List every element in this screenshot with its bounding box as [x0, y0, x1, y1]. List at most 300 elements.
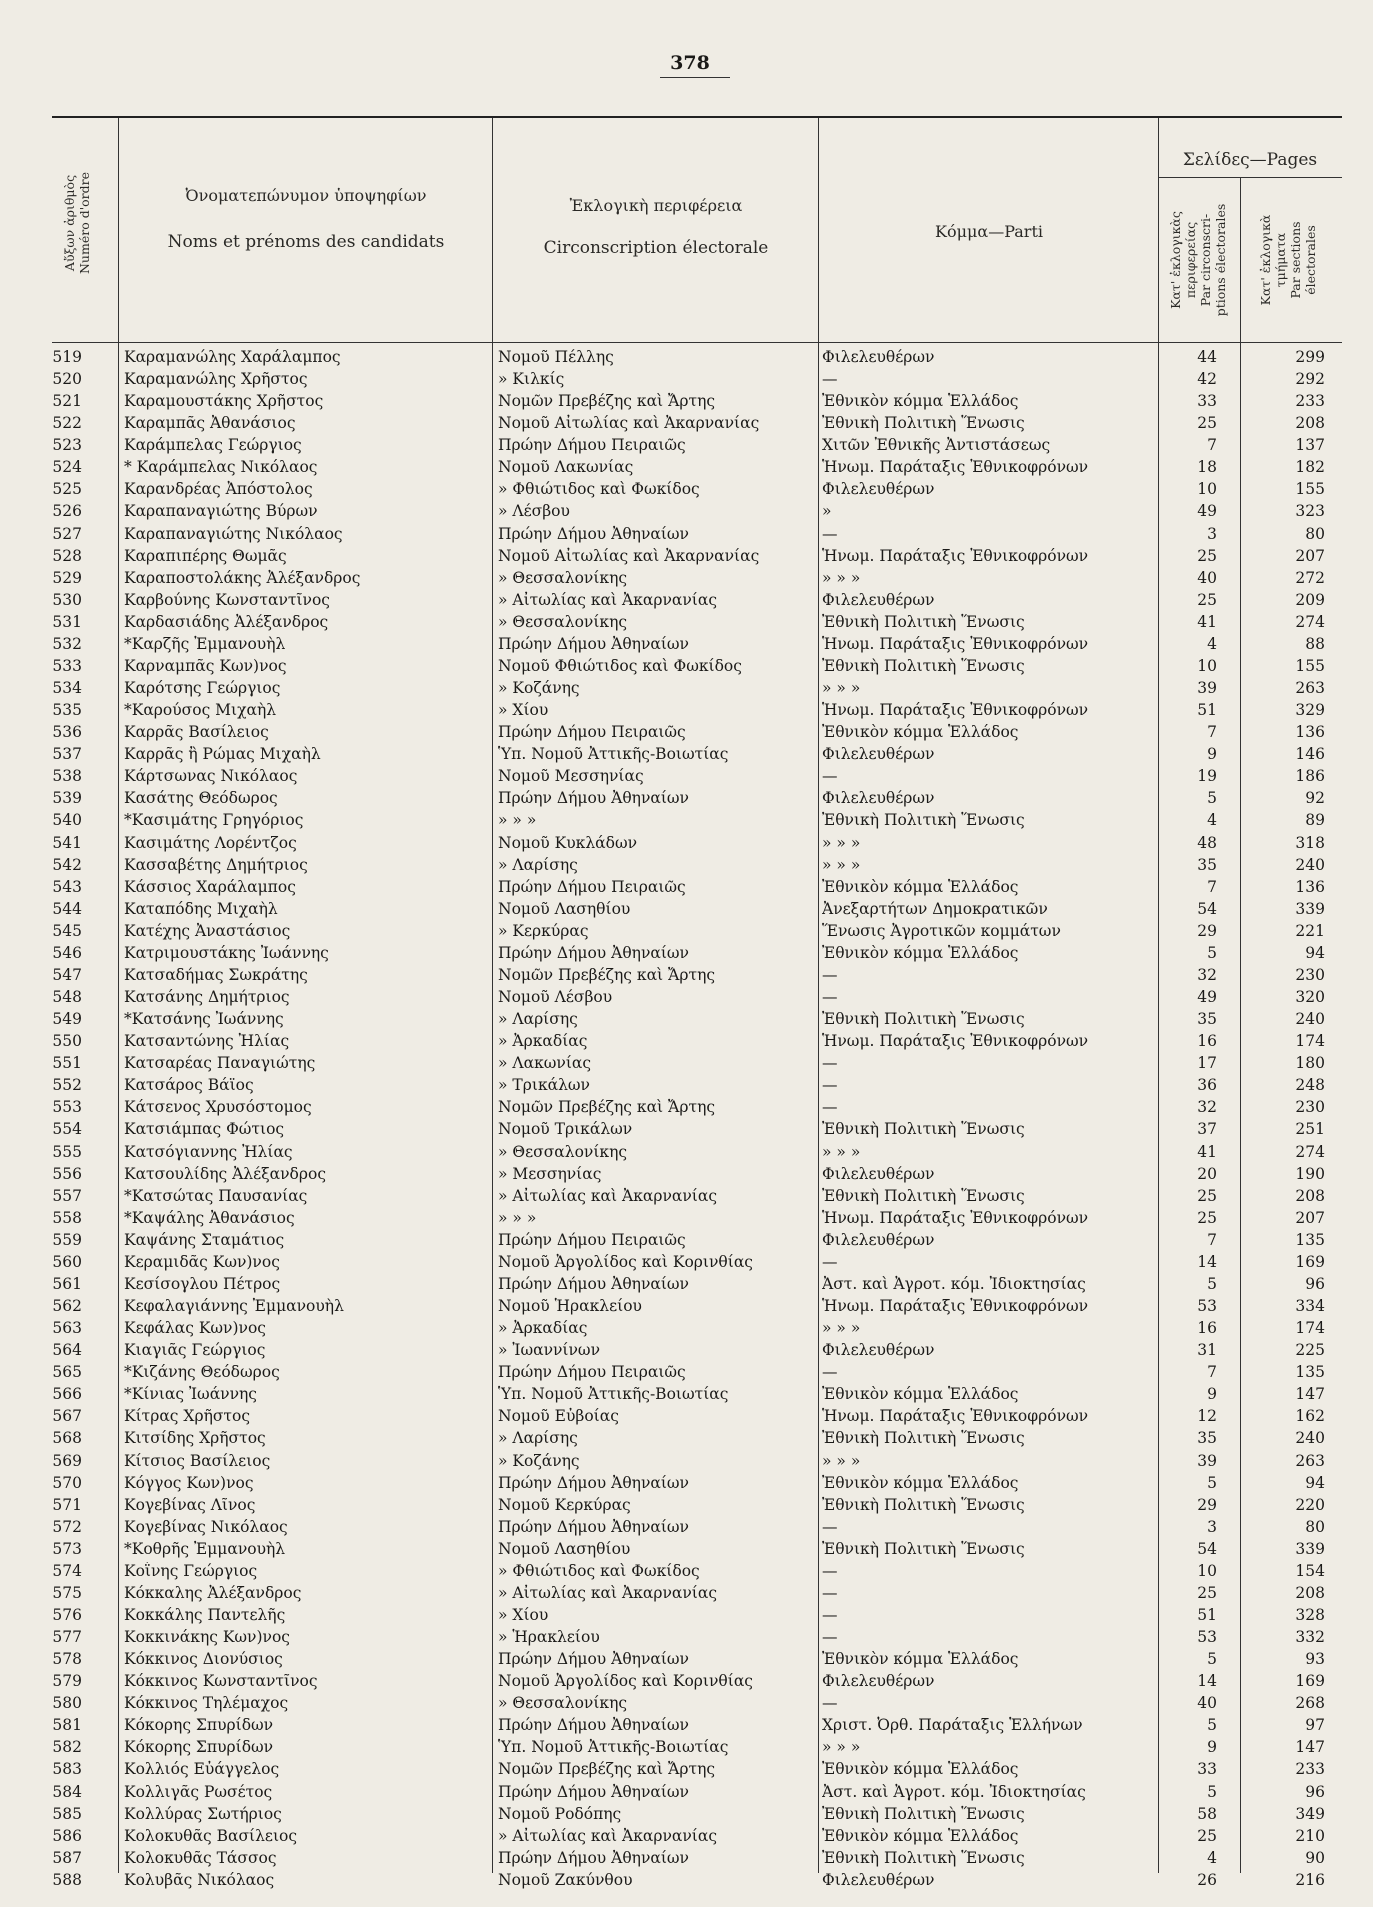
page-by-circ: 9 [1207, 745, 1217, 764]
candidate-name: * Καράμπελας Νικόλαος [124, 458, 318, 477]
page-by-section: 154 [1295, 1561, 1325, 1580]
electoral-circumscription: Νομοῦ Ἡρακλείου [498, 1297, 642, 1315]
page-by-section: 169 [1295, 1252, 1325, 1271]
candidate-name: Κατέχης Ἀναστάσιος [124, 921, 291, 940]
row-number: 575 [52, 1583, 82, 1602]
page-by-circ: 29 [1197, 1495, 1217, 1514]
electoral-circumscription: Νομῶν Πρεβέζης καὶ Ἄρτης [498, 392, 716, 411]
page-by-circ: 5 [1207, 1473, 1217, 1492]
row-number: 560 [52, 1252, 82, 1271]
row-number: 581 [52, 1716, 82, 1735]
party: Φιλελευθέρων [822, 789, 935, 808]
header-name-gr: Ὀνοματεπώνυμον ὑποψηφίων [185, 186, 427, 205]
page-by-section: 136 [1295, 877, 1325, 896]
candidate-name: Κόγγος Κων)νος [124, 1473, 254, 1492]
page-by-section: 292 [1295, 370, 1325, 389]
party: Ἡνωμ. Παράταξις Ἐθνικοφρόνων [822, 1208, 1089, 1227]
page-by-section: 248 [1295, 1076, 1325, 1095]
page-by-section: 209 [1295, 590, 1325, 609]
candidate-name: Κοκκάλης Παντελῆς [124, 1605, 286, 1624]
row-number: 531 [52, 612, 82, 631]
page-by-circ: 53 [1197, 1628, 1217, 1647]
page-by-section: 268 [1295, 1694, 1325, 1713]
table-row [52, 1825, 1342, 1847]
candidate-name: Καρρᾶς ἢ Ρώμας Μιχαὴλ [124, 745, 321, 764]
party: Ἐθνικὸν κόμμα Ἑλλάδος [822, 1473, 1019, 1492]
table-row [52, 721, 1342, 743]
pages-header-rule [1158, 177, 1342, 178]
party: — [822, 1363, 838, 1382]
party: Ἡνωμ. Παράταξις Ἐθνικοφρόνων [822, 1032, 1089, 1051]
page-by-circ: 35 [1197, 1429, 1217, 1448]
electoral-circumscription: Πρώην Δήμου Πειραιῶς [498, 877, 686, 896]
table-row [52, 456, 1342, 478]
header-number-column: Αὔξων ἀριθμὸς Numéro d'ordre [62, 171, 92, 275]
row-number: 544 [52, 899, 82, 918]
party: Ἐθνικὸν κόμμα Ἑλλάδος [822, 1650, 1019, 1669]
table-row [52, 589, 1342, 611]
electoral-circumscription: » Λαρίσης [498, 855, 578, 874]
candidate-name: Καραπαναγιώτης Νικόλαος [124, 524, 343, 543]
party: Ἐθνικὴ Πολιτικὴ Ἕνωσις [822, 612, 1025, 631]
electoral-circumscription: » Θεσσαλονίκης [498, 1694, 628, 1713]
page-by-circ: 7 [1207, 877, 1217, 896]
page-by-section: 240 [1295, 1010, 1325, 1029]
page-by-section: 318 [1295, 833, 1325, 852]
table-row [52, 1295, 1342, 1317]
party: Φιλελευθέρων [822, 745, 935, 764]
page-by-circ: 4 [1207, 1848, 1217, 1867]
page-by-section: 328 [1295, 1605, 1325, 1624]
candidate-name: Κολλιγᾶς Ρωσέτος [124, 1782, 273, 1801]
page-by-section: 169 [1295, 1672, 1325, 1691]
page-by-section: 180 [1295, 1054, 1325, 1073]
candidate-name: Κολοκυθᾶς Βασίλειος [124, 1826, 298, 1845]
electoral-circumscription: Νομοῦ Λασηθίου [498, 1539, 631, 1558]
party: Ἐθνικὴ Πολιτικὴ Ἕνωσις [822, 1120, 1025, 1139]
header-party: Κόμμα—Parti [935, 222, 1043, 241]
page-by-section: 207 [1295, 1208, 1325, 1227]
page-by-circ: 19 [1197, 767, 1217, 786]
party: Ἐθνικὴ Πολιτικὴ Ἕνωσις [822, 414, 1025, 433]
header-pages: Σελίδες—Pages [1182, 150, 1318, 170]
party: Ἐθνικὸν κόμμα Ἑλλάδος [822, 877, 1019, 896]
electoral-circumscription: » Θεσσαλονίκης [498, 568, 628, 587]
candidate-name: Κάτσενος Χρυσόστομος [124, 1098, 312, 1117]
page-by-section: 162 [1295, 1407, 1325, 1426]
table-row [52, 1494, 1342, 1516]
page-by-circ: 10 [1197, 656, 1217, 675]
table-row [52, 854, 1342, 876]
table-top-rule [52, 116, 1342, 118]
candidate-name: Καρρᾶς Βασίλειος [124, 723, 269, 742]
page-by-section: 320 [1295, 988, 1325, 1007]
table-row [52, 1648, 1342, 1670]
candidate-name: Κόκκινος Διονύσιος [124, 1650, 283, 1669]
row-number: 556 [52, 1164, 82, 1183]
page-by-section: 155 [1295, 480, 1325, 499]
candidate-name: Κεφαλαγιάννης Ἐμμανουὴλ [124, 1297, 344, 1315]
candidate-name: Κεσίσογλου Πέτρος [124, 1274, 281, 1293]
candidate-name: *Κατσάνης Ἰωάννης [124, 1010, 284, 1029]
party: » » » [822, 855, 861, 874]
table-row [52, 1229, 1342, 1251]
electoral-circumscription: » Χίου [498, 1605, 549, 1624]
party: Ἡνωμ. Παράταξις Ἐθνικοφρόνων [822, 546, 1089, 565]
party: — [822, 1054, 838, 1073]
candidate-name: Κατσαρέας Παναγιώτης [124, 1054, 316, 1073]
row-number: 536 [52, 723, 82, 742]
table-row [52, 1074, 1342, 1096]
page-by-section: 339 [1295, 899, 1325, 918]
page-by-circ: 37 [1197, 1120, 1217, 1139]
table-row [52, 1185, 1342, 1207]
page-by-section: 323 [1295, 502, 1325, 521]
page-by-circ: 25 [1197, 1583, 1217, 1602]
electoral-circumscription: Πρώην Δήμου Ἀθηναίων [498, 1473, 689, 1492]
electoral-circumscription: » Ἰωαννίνων [498, 1341, 600, 1360]
table-row [52, 1670, 1342, 1692]
party: Ἡνωμ. Παράταξις Ἐθνικοφρόνων [822, 1297, 1089, 1315]
table-row [52, 1207, 1342, 1229]
candidate-name: *Καψάλης Ἀθανάσιος [124, 1208, 295, 1227]
page-by-circ: 49 [1197, 502, 1217, 521]
page-by-circ: 17 [1197, 1054, 1217, 1073]
page-by-section: 174 [1295, 1032, 1325, 1051]
table-row [52, 1604, 1342, 1626]
candidate-name: Κοΐνης Γεώργιος [124, 1561, 258, 1580]
table-row [52, 677, 1342, 699]
table-row [52, 611, 1342, 633]
row-number: 573 [52, 1539, 82, 1558]
electoral-circumscription: Πρώην Δήμου Ἀθηναίων [498, 1848, 689, 1867]
table-row [52, 1714, 1342, 1736]
party: Ἐθνικὸν κόμμα Ἑλλάδος [822, 1826, 1019, 1845]
electoral-circumscription: Ὑπ. Νομοῦ Ἀττικῆς-Βοιωτίας [498, 745, 729, 764]
row-number: 568 [52, 1429, 82, 1448]
page-by-section: 220 [1295, 1495, 1325, 1514]
row-number: 533 [52, 656, 82, 675]
page-by-circ: 14 [1197, 1252, 1217, 1271]
candidate-name: Κόκορης Σπυρίδων [124, 1738, 274, 1757]
party: Φιλελευθέρων [822, 348, 935, 366]
page-number-underline [660, 77, 730, 78]
row-number: 525 [52, 480, 82, 499]
page-by-circ: 7 [1207, 723, 1217, 742]
page-by-section: 332 [1295, 1628, 1325, 1647]
party: » » » [822, 1451, 861, 1470]
row-number: 566 [52, 1385, 82, 1404]
page-by-circ: 25 [1197, 590, 1217, 609]
page-by-circ: 4 [1207, 811, 1217, 830]
electoral-circumscription: Πρώην Δήμου Πειραιῶς [498, 723, 686, 742]
party: — [822, 370, 838, 389]
page-by-circ: 40 [1197, 1694, 1217, 1713]
page-by-circ: 51 [1197, 1605, 1217, 1624]
candidate-name: Καρβούνης Κωνσταντῖνος [124, 590, 330, 609]
party: Ἐθνικὸν κόμμα Ἑλλάδος [822, 943, 1019, 962]
page-by-section: 233 [1295, 392, 1325, 411]
party: Φιλελευθέρων [822, 1870, 935, 1889]
row-number: 554 [52, 1120, 82, 1139]
party: Ἐθνικὴ Πολιτικὴ Ἕνωσις [822, 1539, 1025, 1558]
table-row [52, 1803, 1342, 1825]
candidate-name: Κίτσιος Βασίλειος [124, 1451, 271, 1470]
candidate-name: Κεραμιδᾶς Κων)νος [124, 1252, 280, 1271]
party: Ἡνωμ. Παράταξις Ἐθνικοφρόνων [822, 701, 1089, 720]
row-number: 580 [52, 1694, 82, 1713]
page-by-circ: 33 [1197, 392, 1217, 411]
table-row [52, 1472, 1342, 1494]
table-row [52, 1427, 1342, 1449]
row-number: 550 [52, 1032, 82, 1051]
table-row [52, 390, 1342, 412]
table-row [52, 1118, 1342, 1140]
electoral-circumscription: » Λαρίσης [498, 1429, 578, 1448]
table-row [52, 1317, 1342, 1339]
page-by-section: 146 [1295, 745, 1325, 764]
candidate-name: Κάρτσωνας Νικόλαος [124, 767, 298, 786]
page-by-section: 263 [1295, 1451, 1325, 1470]
row-number: 559 [52, 1230, 82, 1249]
row-number: 557 [52, 1186, 82, 1205]
page-by-section: 230 [1295, 1098, 1325, 1117]
electoral-circumscription: Νομοῦ Αἰτωλίας καὶ Ἀκαρνανίας [498, 414, 760, 433]
table-row [52, 1626, 1342, 1648]
party: » » » [822, 833, 861, 852]
party: — [822, 1561, 838, 1580]
candidate-name: Κατσαδήμας Σωκράτης [124, 965, 308, 984]
row-number: 549 [52, 1010, 82, 1029]
electoral-circumscription: Πρώην Δήμου Ἀθηναίων [498, 524, 689, 543]
page-by-section: 299 [1295, 348, 1325, 366]
row-number: 585 [52, 1804, 82, 1823]
page-by-circ: 5 [1207, 943, 1217, 962]
page-by-circ: 25 [1197, 414, 1217, 433]
header-pages-by-section: Κατ' ἐκλογικὰ τμήματα Par sections électorales [1258, 214, 1318, 306]
page-by-circ: 5 [1207, 1650, 1217, 1669]
party: Ἐθνικὴ Πολιτικὴ Ἕνωσις [822, 811, 1025, 830]
electoral-circumscription: » Τρικάλων [498, 1076, 590, 1095]
row-number: 587 [52, 1848, 82, 1867]
table-row [52, 346, 1342, 368]
row-number: 564 [52, 1341, 82, 1360]
row-number: 586 [52, 1826, 82, 1845]
page-by-circ: 32 [1197, 965, 1217, 984]
electoral-circumscription: » Χίου [498, 701, 549, 720]
candidate-name: Κασάτης Θεόδωρος [124, 789, 278, 808]
table-row [52, 1273, 1342, 1295]
table-row [52, 1758, 1342, 1780]
table-row [52, 787, 1342, 809]
page-by-circ: 3 [1207, 524, 1217, 543]
page-by-section: 147 [1295, 1738, 1325, 1757]
row-number: 530 [52, 590, 82, 609]
row-number: 569 [52, 1451, 82, 1470]
page-by-section: 80 [1305, 1517, 1325, 1536]
electoral-circumscription: Νομοῦ Ἀργολίδος καὶ Κορινθίας [498, 1252, 753, 1271]
page-by-section: 225 [1295, 1341, 1325, 1360]
candidate-name: Καραμανώλης Χαράλαμπος [124, 348, 341, 366]
electoral-circumscription: » Αἰτωλίας καὶ Ἀκαρνανίας [498, 1583, 718, 1602]
electoral-circumscription: Νομοῦ Εὐβοίας [498, 1407, 619, 1426]
row-number: 552 [52, 1076, 82, 1095]
page-by-circ: 35 [1197, 855, 1217, 874]
candidate-name: Κολυβᾶς Νικόλαος [124, 1870, 275, 1889]
page-by-circ: 26 [1197, 1870, 1217, 1889]
candidate-name: Κόκκαλης Ἀλέξανδρος [124, 1583, 302, 1602]
table-row [52, 1052, 1342, 1074]
page-by-circ: 39 [1197, 679, 1217, 698]
page-by-circ: 9 [1207, 1385, 1217, 1404]
table-row [52, 1008, 1342, 1030]
page-by-section: 207 [1295, 546, 1325, 565]
row-number: 527 [52, 524, 82, 543]
page-by-section: 89 [1305, 811, 1325, 830]
candidate-name: Κόκκινος Κωνσταντῖνος [124, 1672, 318, 1691]
table-row [52, 655, 1342, 677]
page-by-section: 230 [1295, 965, 1325, 984]
page-by-section: 96 [1305, 1782, 1325, 1801]
electoral-circumscription: Νομοῦ Αἰτωλίας καὶ Ἀκαρνανίας [498, 546, 760, 565]
row-number: 562 [52, 1297, 82, 1315]
electoral-circumscription: » Μεσσηνίας [498, 1164, 602, 1183]
electoral-circumscription: Νομῶν Πρεβέζης καὶ Ἄρτης [498, 965, 716, 984]
table-row [52, 523, 1342, 545]
table-row [52, 1736, 1342, 1758]
party: Ἐθνικὸν κόμμα Ἑλλάδος [822, 1760, 1019, 1779]
electoral-circumscription: » Ἀρκαδίας [498, 1032, 588, 1051]
page-by-circ: 32 [1197, 1098, 1217, 1117]
electoral-circumscription: » Κιλκίς [498, 370, 565, 389]
party: — [822, 1583, 838, 1602]
electoral-circumscription: Νομοῦ Ζακύνθου [498, 1870, 633, 1889]
table-row [52, 1781, 1342, 1803]
row-number: 548 [52, 988, 82, 1007]
page-by-section: 208 [1295, 1583, 1325, 1602]
candidate-name: Κιαγιᾶς Γεώργιος [124, 1341, 266, 1360]
page-by-circ: 41 [1197, 612, 1217, 631]
row-number: 543 [52, 877, 82, 896]
electoral-circumscription: Πρώην Δήμου Ἀθηναίων [498, 789, 689, 808]
row-number: 578 [52, 1650, 82, 1669]
candidate-name: Κόκορης Σπυρίδων [124, 1716, 274, 1735]
row-number: 576 [52, 1605, 82, 1624]
page-by-circ: 42 [1197, 370, 1217, 389]
candidate-name: Κολλύρας Σωτήριος [124, 1804, 282, 1823]
candidate-name: *Κίνιας Ἰωάννης [124, 1385, 257, 1404]
row-number: 570 [52, 1473, 82, 1492]
page-by-circ: 29 [1197, 921, 1217, 940]
candidate-name: Κατριμουστάκης Ἰωάννης [124, 943, 329, 962]
page-by-circ: 39 [1197, 1451, 1217, 1470]
row-number: 574 [52, 1561, 82, 1580]
page-by-circ: 35 [1197, 1010, 1217, 1029]
page-by-circ: 25 [1197, 1186, 1217, 1205]
page-by-circ: 25 [1197, 1208, 1217, 1227]
table-row [52, 545, 1342, 567]
electoral-circumscription: » Ἀρκαδίας [498, 1319, 588, 1338]
page-by-circ: 5 [1207, 1782, 1217, 1801]
candidate-name: *Καρούσος Μιχαὴλ [124, 701, 277, 720]
electoral-circumscription: » » » [498, 811, 537, 830]
page-by-section: 263 [1295, 679, 1325, 698]
candidate-name: Κογεβίνας Νικόλαος [124, 1517, 288, 1536]
row-number: 524 [52, 458, 82, 477]
row-number: 561 [52, 1274, 82, 1293]
table-row [52, 1405, 1342, 1427]
page-by-circ: 14 [1197, 1672, 1217, 1691]
party: Ἐθνικὴ Πολιτικὴ Ἕνωσις [822, 1848, 1025, 1867]
header-circ-gr: Ἐκλογικὴ περιφέρεια [569, 196, 743, 215]
party: Ἐθνικὴ Πολιτικὴ Ἕνωσις [822, 1804, 1025, 1823]
page-by-section: 190 [1295, 1164, 1325, 1183]
page-by-section: 135 [1295, 1230, 1325, 1249]
table-row [52, 1450, 1342, 1472]
row-number: 529 [52, 568, 82, 587]
party: » » » [822, 568, 861, 587]
page-by-section: 240 [1295, 1429, 1325, 1448]
row-number: 522 [52, 414, 82, 433]
table-row [52, 1516, 1342, 1538]
party: » [822, 502, 832, 521]
candidate-name: Κάσσιος Χαράλαμπος [124, 877, 296, 896]
electoral-circumscription: Πρώην Δήμου Ἀθηναίων [498, 1716, 689, 1735]
table-row [52, 1383, 1342, 1405]
electoral-circumscription: Ὑπ. Νομοῦ Ἀττικῆς-Βοιωτίας [498, 1385, 729, 1404]
party: — [822, 965, 838, 984]
party: Ἐθνικὸν κόμμα Ἑλλάδος [822, 1385, 1019, 1404]
party: Φιλελευθέρων [822, 1341, 935, 1360]
row-number: 542 [52, 855, 82, 874]
candidate-name: Κολοκυθᾶς Τάσσος [124, 1848, 277, 1867]
page-by-circ: 20 [1197, 1164, 1217, 1183]
electoral-circumscription: Πρώην Δήμου Πειραιῶς [498, 1363, 686, 1382]
candidate-name: Κογεβίνας Λῖνος [124, 1495, 256, 1514]
party: Φιλελευθέρων [822, 1230, 935, 1249]
page-by-section: 339 [1295, 1539, 1325, 1558]
row-number: 537 [52, 745, 82, 764]
party: Ἐθνικὸν κόμμα Ἑλλάδος [822, 723, 1019, 742]
page-by-section: 147 [1295, 1385, 1325, 1404]
candidate-name: Καραποστολάκης Ἀλέξανδρος [124, 568, 361, 587]
candidate-name: *Κασιμάτης Γρηγόριος [124, 811, 304, 830]
electoral-circumscription: Πρώην Δήμου Πειραιῶς [498, 1230, 686, 1249]
row-number: 588 [52, 1870, 82, 1889]
candidate-name: Καραμπᾶς Ἀθανάσιος [124, 414, 296, 433]
row-number: 584 [52, 1782, 82, 1801]
row-number: 540 [52, 811, 82, 830]
table-row [52, 964, 1342, 986]
page-by-section: 221 [1295, 921, 1325, 940]
page-by-section: 80 [1305, 524, 1325, 543]
candidate-name: Καρότσης Γεώργιος [124, 679, 281, 698]
candidate-name: *Κοθρῆς Ἐμμανουὴλ [124, 1539, 286, 1558]
electoral-circumscription: Νομῶν Πρεβέζης καὶ Ἄρτης [498, 1098, 716, 1117]
page-by-circ: 5 [1207, 789, 1217, 808]
candidate-name: Καψάνης Σταμάτιος [124, 1230, 285, 1249]
electoral-circumscription: Νομῶν Πρεβέζης καὶ Ἄρτης [498, 1760, 716, 1779]
party: Ἡνωμ. Παράταξις Ἐθνικοφρόνων [822, 458, 1089, 477]
party: Ἕνωσις Ἀγροτικῶν κομμάτων [822, 921, 1061, 940]
page-by-circ: 58 [1197, 1804, 1217, 1823]
row-number: 532 [52, 634, 82, 653]
party: Ἐθνικὴ Πολιτικὴ Ἕνωσις [822, 1010, 1025, 1029]
party: — [822, 1076, 838, 1095]
party: Ἐθνικὴ Πολιτικὴ Ἕνωσις [822, 656, 1025, 675]
page-by-section: 274 [1295, 612, 1325, 631]
page-by-circ: 16 [1197, 1319, 1217, 1338]
